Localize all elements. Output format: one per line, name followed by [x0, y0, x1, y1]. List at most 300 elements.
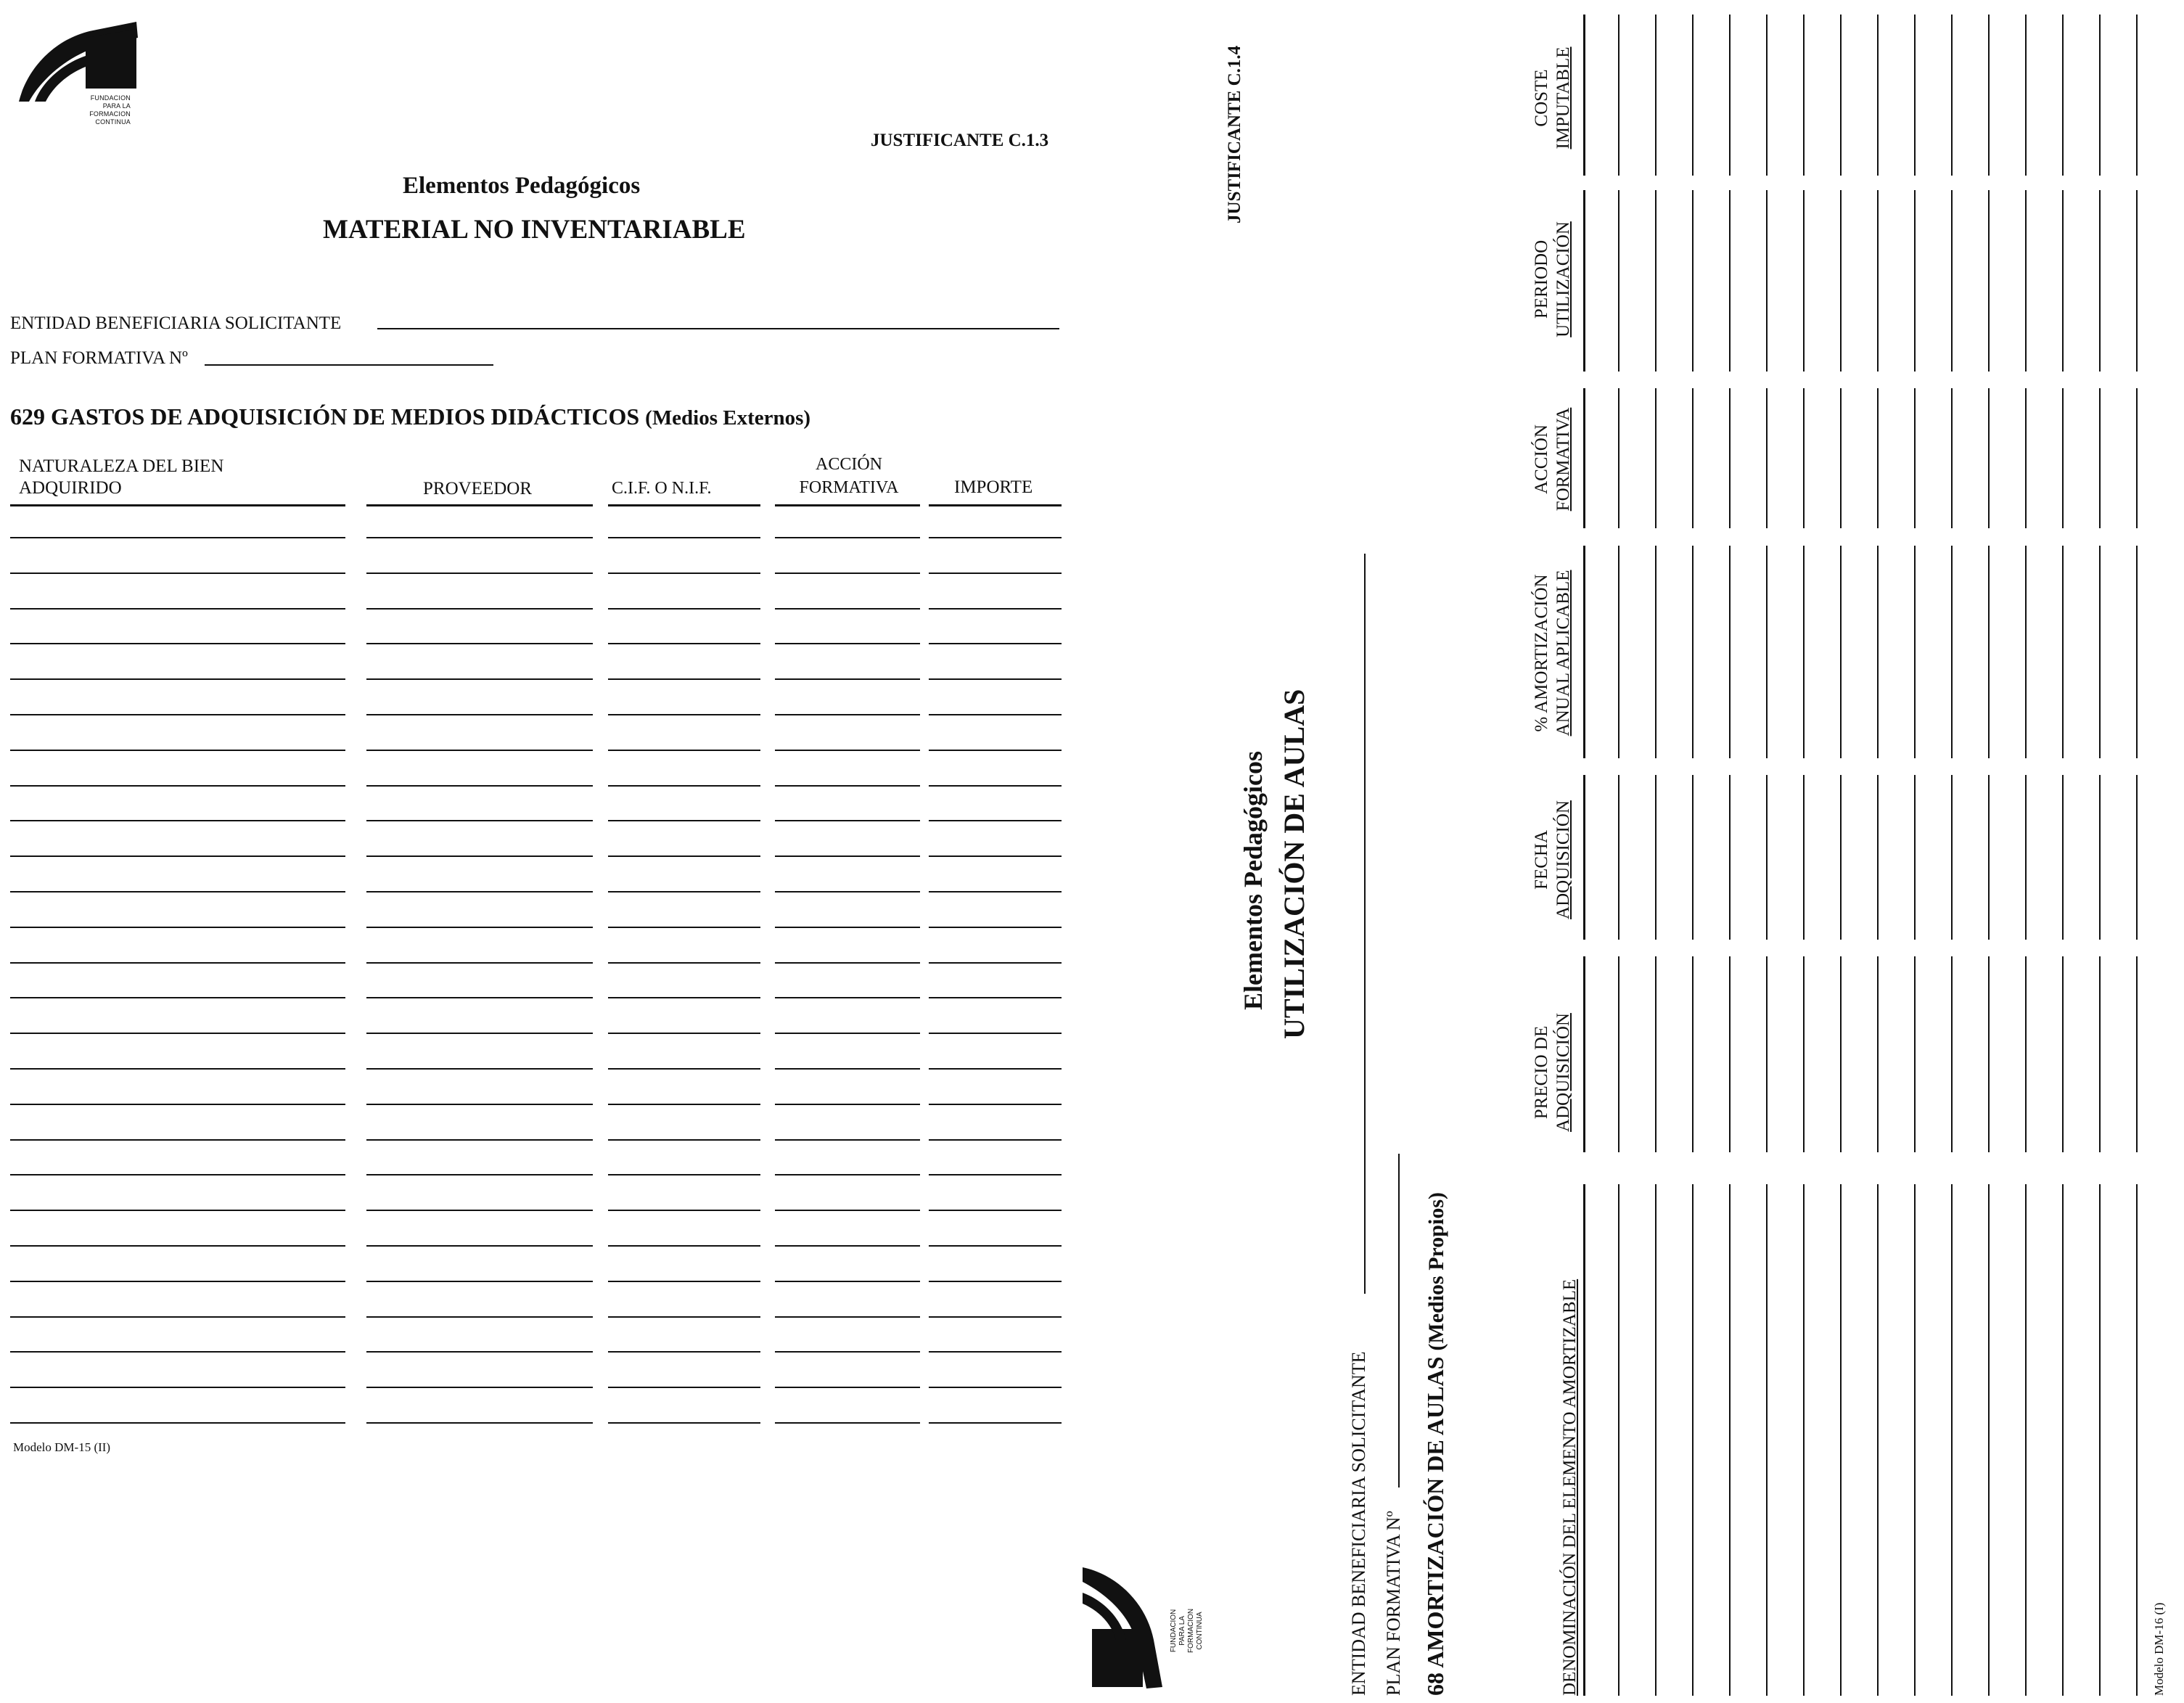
header-line: ANUAL APLICABLE	[1553, 570, 1573, 736]
row-field-line[interactable]	[1951, 956, 1953, 1152]
fundacion-logo-icon	[13, 9, 144, 103]
row-field-line[interactable]	[1988, 546, 1990, 758]
row-field-line[interactable]	[1729, 388, 1731, 528]
row-field-line[interactable]	[1840, 546, 1842, 758]
row-field-line[interactable]	[2062, 775, 2064, 940]
row-field-line[interactable]	[10, 750, 345, 751]
row-field-line[interactable]	[1840, 15, 1842, 176]
row-field-line[interactable]	[10, 1210, 345, 1211]
col-denominacion-header: DENOMINACIÓN DEL ELEMENTO AMORTIZABLE	[1560, 1279, 1580, 1696]
row-field-line[interactable]	[1692, 1184, 1694, 1696]
row-field-line[interactable]	[366, 1210, 593, 1211]
row-field-line[interactable]	[1877, 546, 1879, 758]
row-field-line[interactable]	[2025, 956, 2027, 1152]
col-periodo-header	[1531, 196, 1575, 363]
row-field-line[interactable]	[2099, 15, 2101, 176]
row-field-line[interactable]	[1692, 546, 1694, 758]
header-line: % AMORTIZACIÓN	[1532, 574, 1551, 732]
col-importe-header: IMPORTE	[954, 477, 1033, 497]
row-field-line[interactable]	[10, 785, 345, 787]
row-field-line[interactable]	[1803, 15, 1805, 176]
row-field-line[interactable]	[366, 927, 593, 928]
row-field-line[interactable]	[929, 997, 1062, 998]
row-field-line[interactable]	[366, 891, 593, 892]
row-field-line[interactable]	[2099, 546, 2101, 758]
row-field-line[interactable]	[775, 643, 920, 644]
justificante-code-rotated: JUSTIFICANTE C.1.4	[1225, 45, 1244, 223]
row-field-line[interactable]	[1988, 388, 1990, 528]
row-field-line[interactable]	[775, 678, 920, 680]
row-field-line[interactable]	[2099, 388, 2101, 528]
row-field-line[interactable]	[1840, 190, 1842, 372]
row-field-line[interactable]	[1729, 775, 1731, 940]
row-field-line[interactable]	[775, 1316, 920, 1318]
row-field-line[interactable]	[2062, 1184, 2064, 1696]
row-field-line[interactable]	[775, 1068, 920, 1070]
row-field-line[interactable]	[2136, 546, 2138, 758]
row-field-line[interactable]	[366, 855, 593, 857]
row-field-line[interactable]	[2025, 775, 2027, 940]
row-field-line[interactable]	[775, 1422, 920, 1424]
row-field-line[interactable]	[1729, 190, 1731, 372]
row-field-line[interactable]	[10, 962, 345, 964]
section-title: GASTOS DE ADQUISICIÓN DE MEDIOS DIDÁCTICOS	[51, 403, 640, 430]
row-field-line[interactable]	[2136, 15, 2138, 176]
header-line: PRECIO DE	[1532, 1025, 1551, 1120]
form-title-rotated: UTILIZACIÓN DE AULAS	[1278, 689, 1310, 1039]
row-field-line[interactable]	[1803, 956, 1805, 1152]
row-field-line[interactable]	[1618, 190, 1619, 372]
row-field-line[interactable]	[775, 714, 920, 715]
header-rule	[366, 504, 593, 506]
row-field-line[interactable]	[608, 962, 760, 964]
row-field-line[interactable]	[1988, 15, 1990, 176]
header-rule	[929, 504, 1062, 506]
row-field-line[interactable]	[1618, 15, 1619, 176]
row-field-line[interactable]	[366, 1245, 593, 1247]
row-field-line[interactable]	[10, 1387, 345, 1388]
row-field-line[interactable]	[1655, 775, 1657, 940]
header-rule	[1583, 388, 1585, 528]
row-field-line[interactable]	[608, 1104, 760, 1105]
row-field-line[interactable]	[10, 608, 345, 610]
row-field-line[interactable]	[10, 1422, 345, 1424]
row-field-line[interactable]	[1914, 956, 1916, 1152]
row-field-line[interactable]	[1803, 775, 1805, 940]
entidad-field[interactable]	[377, 328, 1059, 329]
row-field-line[interactable]	[775, 1174, 920, 1175]
row-field-line[interactable]	[1988, 775, 1990, 940]
row-field-line[interactable]	[10, 1033, 345, 1034]
row-field-line[interactable]	[1766, 546, 1768, 758]
logo-line: CONTINUA	[1196, 1612, 1204, 1650]
row-field-line[interactable]	[2025, 190, 2027, 372]
header-line: ACCIÓN	[815, 455, 882, 474]
row-field-line[interactable]	[775, 820, 920, 821]
row-field-line[interactable]	[366, 714, 593, 715]
col-fecha-header	[1531, 780, 1575, 940]
row-field-line[interactable]	[2025, 388, 2027, 528]
row-field-line[interactable]	[1914, 775, 1916, 940]
row-field-line[interactable]	[775, 785, 920, 787]
row-field-line[interactable]	[929, 785, 1062, 787]
row-field-line[interactable]	[366, 1316, 593, 1318]
logo-line: PARA LA	[102, 102, 131, 110]
form-subtitle: Elementos Pedagógicos	[403, 173, 641, 199]
row-field-line[interactable]	[1988, 956, 1990, 1152]
col-proveedor-header: PROVEEDOR	[423, 479, 533, 498]
col-cif-header: C.I.F. O N.I.F.	[612, 479, 712, 498]
header-rule	[1583, 546, 1585, 758]
row-field-line[interactable]	[608, 1422, 760, 1424]
row-field-line[interactable]	[2099, 190, 2101, 372]
row-field-line[interactable]	[2136, 956, 2138, 1152]
row-field-line[interactable]	[1766, 15, 1768, 176]
row-field-line[interactable]	[366, 1174, 593, 1175]
entidad-field[interactable]	[1364, 554, 1366, 1294]
section-note: (Medios Externos)	[645, 406, 811, 430]
logo-line: CONTINUA	[95, 118, 131, 126]
row-field-line[interactable]	[1655, 190, 1657, 372]
row-field-line[interactable]	[10, 1104, 345, 1105]
row-field-line[interactable]	[1692, 956, 1694, 1152]
header-line: NATURALEZA DEL BIEN	[19, 456, 224, 476]
row-field-line[interactable]	[929, 855, 1062, 857]
header-line: ADQUISICIÓN	[1553, 800, 1573, 919]
row-field-line[interactable]	[2025, 546, 2027, 758]
logo-line: FUNDACION	[1170, 1609, 1178, 1653]
row-field-line[interactable]	[2025, 15, 2027, 176]
row-field-line[interactable]	[1803, 388, 1805, 528]
row-field-line[interactable]	[1914, 190, 1916, 372]
row-field-line[interactable]	[366, 1351, 593, 1353]
row-field-line[interactable]	[775, 1281, 920, 1282]
row-field-line[interactable]	[10, 1068, 345, 1070]
row-field-line[interactable]	[775, 855, 920, 857]
row-field-line[interactable]	[10, 855, 345, 857]
row-field-line[interactable]	[1840, 956, 1842, 1152]
row-field-line[interactable]	[929, 643, 1062, 644]
row-field-line[interactable]	[2062, 190, 2064, 372]
row-field-line[interactable]	[366, 537, 593, 538]
header-rule	[1583, 190, 1585, 372]
row-field-line[interactable]	[1729, 956, 1731, 1152]
row-field-line[interactable]	[1655, 546, 1657, 758]
row-field-line[interactable]	[775, 750, 920, 751]
logo-caption	[73, 94, 131, 126]
row-field-line[interactable]	[775, 1210, 920, 1211]
plan-label-rotated: PLAN FORMATIVA Nº	[1383, 1511, 1404, 1696]
row-field-line[interactable]	[1877, 190, 1879, 372]
header-rule	[608, 504, 760, 506]
row-field-line[interactable]	[1618, 546, 1619, 758]
row-field-line[interactable]	[366, 1387, 593, 1388]
row-field-line[interactable]	[1803, 190, 1805, 372]
row-field-line[interactable]	[1766, 775, 1768, 940]
section-code: 629	[10, 403, 45, 430]
row-field-line[interactable]	[929, 820, 1062, 821]
logo-line: FORMACION	[89, 110, 131, 118]
header-line: IMPUTABLE	[1553, 46, 1573, 149]
header-line: UTILIZACIÓN	[1553, 221, 1573, 337]
row-field-line[interactable]	[929, 1174, 1062, 1175]
row-field-line[interactable]	[366, 1068, 593, 1070]
row-field-line[interactable]	[608, 891, 760, 892]
row-field-line[interactable]	[929, 1422, 1062, 1424]
row-field-line[interactable]	[929, 1316, 1062, 1318]
row-field-line[interactable]	[929, 1281, 1062, 1282]
row-field-line[interactable]	[608, 1139, 760, 1141]
row-field-line[interactable]	[929, 678, 1062, 680]
row-field-line[interactable]	[929, 537, 1062, 538]
row-field-line[interactable]	[929, 1033, 1062, 1034]
header-rule	[1583, 15, 1585, 176]
row-field-line[interactable]	[1692, 775, 1694, 940]
row-field-line[interactable]	[929, 1245, 1062, 1247]
col-accion-header	[784, 454, 914, 498]
row-field-line[interactable]	[1914, 1184, 1916, 1696]
row-field-line[interactable]	[2062, 956, 2064, 1152]
row-field-line[interactable]	[775, 1245, 920, 1247]
row-field-line[interactable]	[1618, 775, 1619, 940]
row-field-line[interactable]	[608, 1033, 760, 1034]
row-field-line[interactable]	[929, 1104, 1062, 1105]
row-field-line[interactable]	[1655, 388, 1657, 528]
row-field-line[interactable]	[608, 1210, 760, 1211]
row-field-line[interactable]	[929, 927, 1062, 928]
row-field-line[interactable]	[775, 997, 920, 998]
row-field-line[interactable]	[1877, 1184, 1879, 1696]
entidad-label: ENTIDAD BENEFICIARIA SOLICITANTE	[10, 313, 342, 333]
row-field-line[interactable]	[608, 714, 760, 715]
row-field-line[interactable]	[2062, 15, 2064, 176]
row-field-line[interactable]	[929, 573, 1062, 574]
row-field-line[interactable]	[366, 678, 593, 680]
row-field-line[interactable]	[1877, 956, 1879, 1152]
row-field-line[interactable]	[608, 573, 760, 574]
row-field-line[interactable]	[366, 997, 593, 998]
col-naturaleza-header	[19, 456, 223, 499]
section-note: (Medios Propios)	[1424, 1192, 1448, 1351]
row-field-line[interactable]	[366, 1422, 593, 1424]
row-field-line[interactable]	[366, 1033, 593, 1034]
row-field-line[interactable]	[10, 1351, 345, 1353]
header-rule	[10, 504, 345, 506]
row-field-line[interactable]	[1840, 1184, 1842, 1696]
row-field-line[interactable]	[1951, 190, 1953, 372]
row-field-line[interactable]	[2099, 775, 2101, 940]
row-field-line[interactable]	[10, 1139, 345, 1141]
row-field-line[interactable]	[929, 1139, 1062, 1141]
row-field-line[interactable]	[929, 608, 1062, 610]
row-field-line[interactable]	[775, 1104, 920, 1105]
col-accion-header	[1531, 390, 1575, 528]
row-field-line[interactable]	[366, 962, 593, 964]
row-field-line[interactable]	[10, 1316, 345, 1318]
row-field-line[interactable]	[1692, 190, 1694, 372]
header-rule	[1583, 775, 1585, 940]
row-field-line[interactable]	[1655, 956, 1657, 1152]
row-field-line[interactable]	[608, 1387, 760, 1388]
row-field-line[interactable]	[1951, 1184, 1953, 1696]
row-field-line[interactable]	[1618, 956, 1619, 1152]
row-field-line[interactable]	[1951, 15, 1953, 176]
row-field-line[interactable]	[929, 750, 1062, 751]
logo-caption-rotated	[1170, 1609, 1204, 1653]
row-field-line[interactable]	[608, 927, 760, 928]
row-field-line[interactable]	[2136, 388, 2138, 528]
row-field-line[interactable]	[1766, 956, 1768, 1152]
plan-field[interactable]	[205, 364, 493, 366]
row-field-line[interactable]	[775, 608, 920, 610]
row-field-line[interactable]	[608, 678, 760, 680]
row-field-line[interactable]	[775, 573, 920, 574]
row-field-line[interactable]	[1766, 388, 1768, 528]
row-field-line[interactable]	[2062, 388, 2064, 528]
row-field-line[interactable]	[608, 1281, 760, 1282]
section-title: AMORTIZACIÓN DE AULAS	[1422, 1356, 1448, 1668]
row-field-line[interactable]	[929, 891, 1062, 892]
row-field-line[interactable]	[10, 1281, 345, 1282]
row-field-line[interactable]	[10, 573, 345, 574]
row-field-line[interactable]	[929, 714, 1062, 715]
logo-line: PARA LA	[1178, 1615, 1186, 1646]
row-field-line[interactable]	[10, 537, 345, 538]
logo-line: FUNDACION	[90, 94, 131, 102]
row-field-line[interactable]	[1914, 15, 1916, 176]
row-field-line[interactable]	[1877, 388, 1879, 528]
header-line: FORMATIVA	[799, 478, 899, 497]
section-code: 68	[1422, 1673, 1448, 1696]
row-field-line[interactable]	[608, 1068, 760, 1070]
row-field-line[interactable]	[608, 537, 760, 538]
row-field-line[interactable]	[10, 1245, 345, 1247]
row-field-line[interactable]	[1618, 388, 1619, 528]
row-field-line[interactable]	[775, 1351, 920, 1353]
row-field-line[interactable]	[608, 1174, 760, 1175]
fundacion-logo-icon	[1081, 1560, 1175, 1694]
row-field-line[interactable]	[2099, 1184, 2101, 1696]
header-line: ADQUISICIÓN	[1553, 1013, 1573, 1132]
header-rule	[1583, 1184, 1585, 1696]
header-line: ADQUIRIDO	[19, 478, 122, 498]
row-field-line[interactable]	[929, 1068, 1062, 1070]
row-field-line[interactable]	[1766, 190, 1768, 372]
row-field-line[interactable]	[775, 1139, 920, 1141]
row-field-line[interactable]	[1988, 1184, 1990, 1696]
row-field-line[interactable]	[608, 820, 760, 821]
row-field-line[interactable]	[608, 1316, 760, 1318]
row-field-line[interactable]	[1951, 775, 1953, 940]
row-field-line[interactable]	[608, 997, 760, 998]
row-field-line[interactable]	[1914, 546, 1916, 758]
row-field-line[interactable]	[608, 1351, 760, 1353]
row-field-line[interactable]	[608, 643, 760, 644]
row-field-line[interactable]	[608, 608, 760, 610]
row-field-line[interactable]	[10, 997, 345, 998]
row-field-line[interactable]	[775, 537, 920, 538]
row-field-line[interactable]	[2136, 190, 2138, 372]
row-field-line[interactable]	[608, 1245, 760, 1247]
row-field-line[interactable]	[1803, 546, 1805, 758]
row-field-line[interactable]	[1766, 1184, 1768, 1696]
logo-line: FORMACION	[1187, 1608, 1195, 1653]
row-field-line[interactable]	[929, 1387, 1062, 1388]
row-field-line[interactable]	[775, 962, 920, 964]
row-field-line[interactable]	[1655, 1184, 1657, 1696]
row-field-line[interactable]	[1840, 775, 1842, 940]
plan-field[interactable]	[1398, 1154, 1400, 1487]
header-line: ACCIÓN	[1532, 424, 1551, 494]
row-field-line[interactable]	[2099, 956, 2101, 1152]
row-field-line[interactable]	[10, 927, 345, 928]
row-field-line[interactable]	[1803, 1184, 1805, 1696]
row-field-line[interactable]	[775, 927, 920, 928]
row-field-line[interactable]	[1914, 388, 1916, 528]
row-field-line[interactable]	[929, 1351, 1062, 1353]
col-amortizacion-header	[1531, 548, 1575, 758]
row-field-line[interactable]	[929, 1210, 1062, 1211]
col-coste-header	[1531, 22, 1575, 174]
row-field-line[interactable]	[366, 785, 593, 787]
row-field-line[interactable]	[775, 1387, 920, 1388]
form-title: MATERIAL NO INVENTARIABLE	[323, 215, 746, 245]
row-field-line[interactable]	[608, 855, 760, 857]
plan-label: PLAN FORMATIVA Nº	[10, 348, 188, 368]
header-line: FORMATIVA	[1553, 407, 1573, 512]
row-field-line[interactable]	[1692, 15, 1694, 176]
row-field-line[interactable]	[1951, 546, 1953, 758]
header-line: COSTE	[1532, 69, 1551, 127]
row-field-line[interactable]	[1729, 1184, 1731, 1696]
row-field-line[interactable]	[366, 1139, 593, 1141]
row-field-line[interactable]	[1840, 388, 1842, 528]
row-field-line[interactable]	[1951, 388, 1953, 528]
row-field-line[interactable]	[366, 1104, 593, 1105]
row-field-line[interactable]	[1655, 15, 1657, 176]
row-field-line[interactable]	[10, 891, 345, 892]
row-field-line[interactable]	[1988, 190, 1990, 372]
row-field-line[interactable]	[366, 750, 593, 751]
row-field-line[interactable]	[2136, 1184, 2138, 1696]
row-field-line[interactable]	[366, 643, 593, 644]
row-field-line[interactable]	[2062, 546, 2064, 758]
row-field-line[interactable]	[10, 714, 345, 715]
row-field-line[interactable]	[10, 678, 345, 680]
row-field-line[interactable]	[366, 573, 593, 574]
row-field-line[interactable]	[366, 1281, 593, 1282]
row-field-line[interactable]	[608, 750, 760, 751]
row-field-line[interactable]	[929, 962, 1062, 964]
row-field-line[interactable]	[10, 820, 345, 821]
row-field-line[interactable]	[366, 608, 593, 610]
row-field-line[interactable]	[2025, 1184, 2027, 1696]
row-field-line[interactable]	[608, 785, 760, 787]
row-field-line[interactable]	[775, 1033, 920, 1034]
row-field-line[interactable]	[10, 1174, 345, 1175]
row-field-line[interactable]	[1618, 1184, 1619, 1696]
row-field-line[interactable]	[1692, 388, 1694, 528]
row-field-line[interactable]	[366, 820, 593, 821]
row-field-line[interactable]	[1729, 15, 1731, 176]
row-field-line[interactable]	[1877, 15, 1879, 176]
row-field-line[interactable]	[10, 643, 345, 644]
row-field-line[interactable]	[1877, 775, 1879, 940]
row-field-line[interactable]	[775, 891, 920, 892]
row-field-line[interactable]	[1729, 546, 1731, 758]
header-line: PERIODO	[1532, 239, 1551, 319]
row-field-line[interactable]	[2136, 775, 2138, 940]
